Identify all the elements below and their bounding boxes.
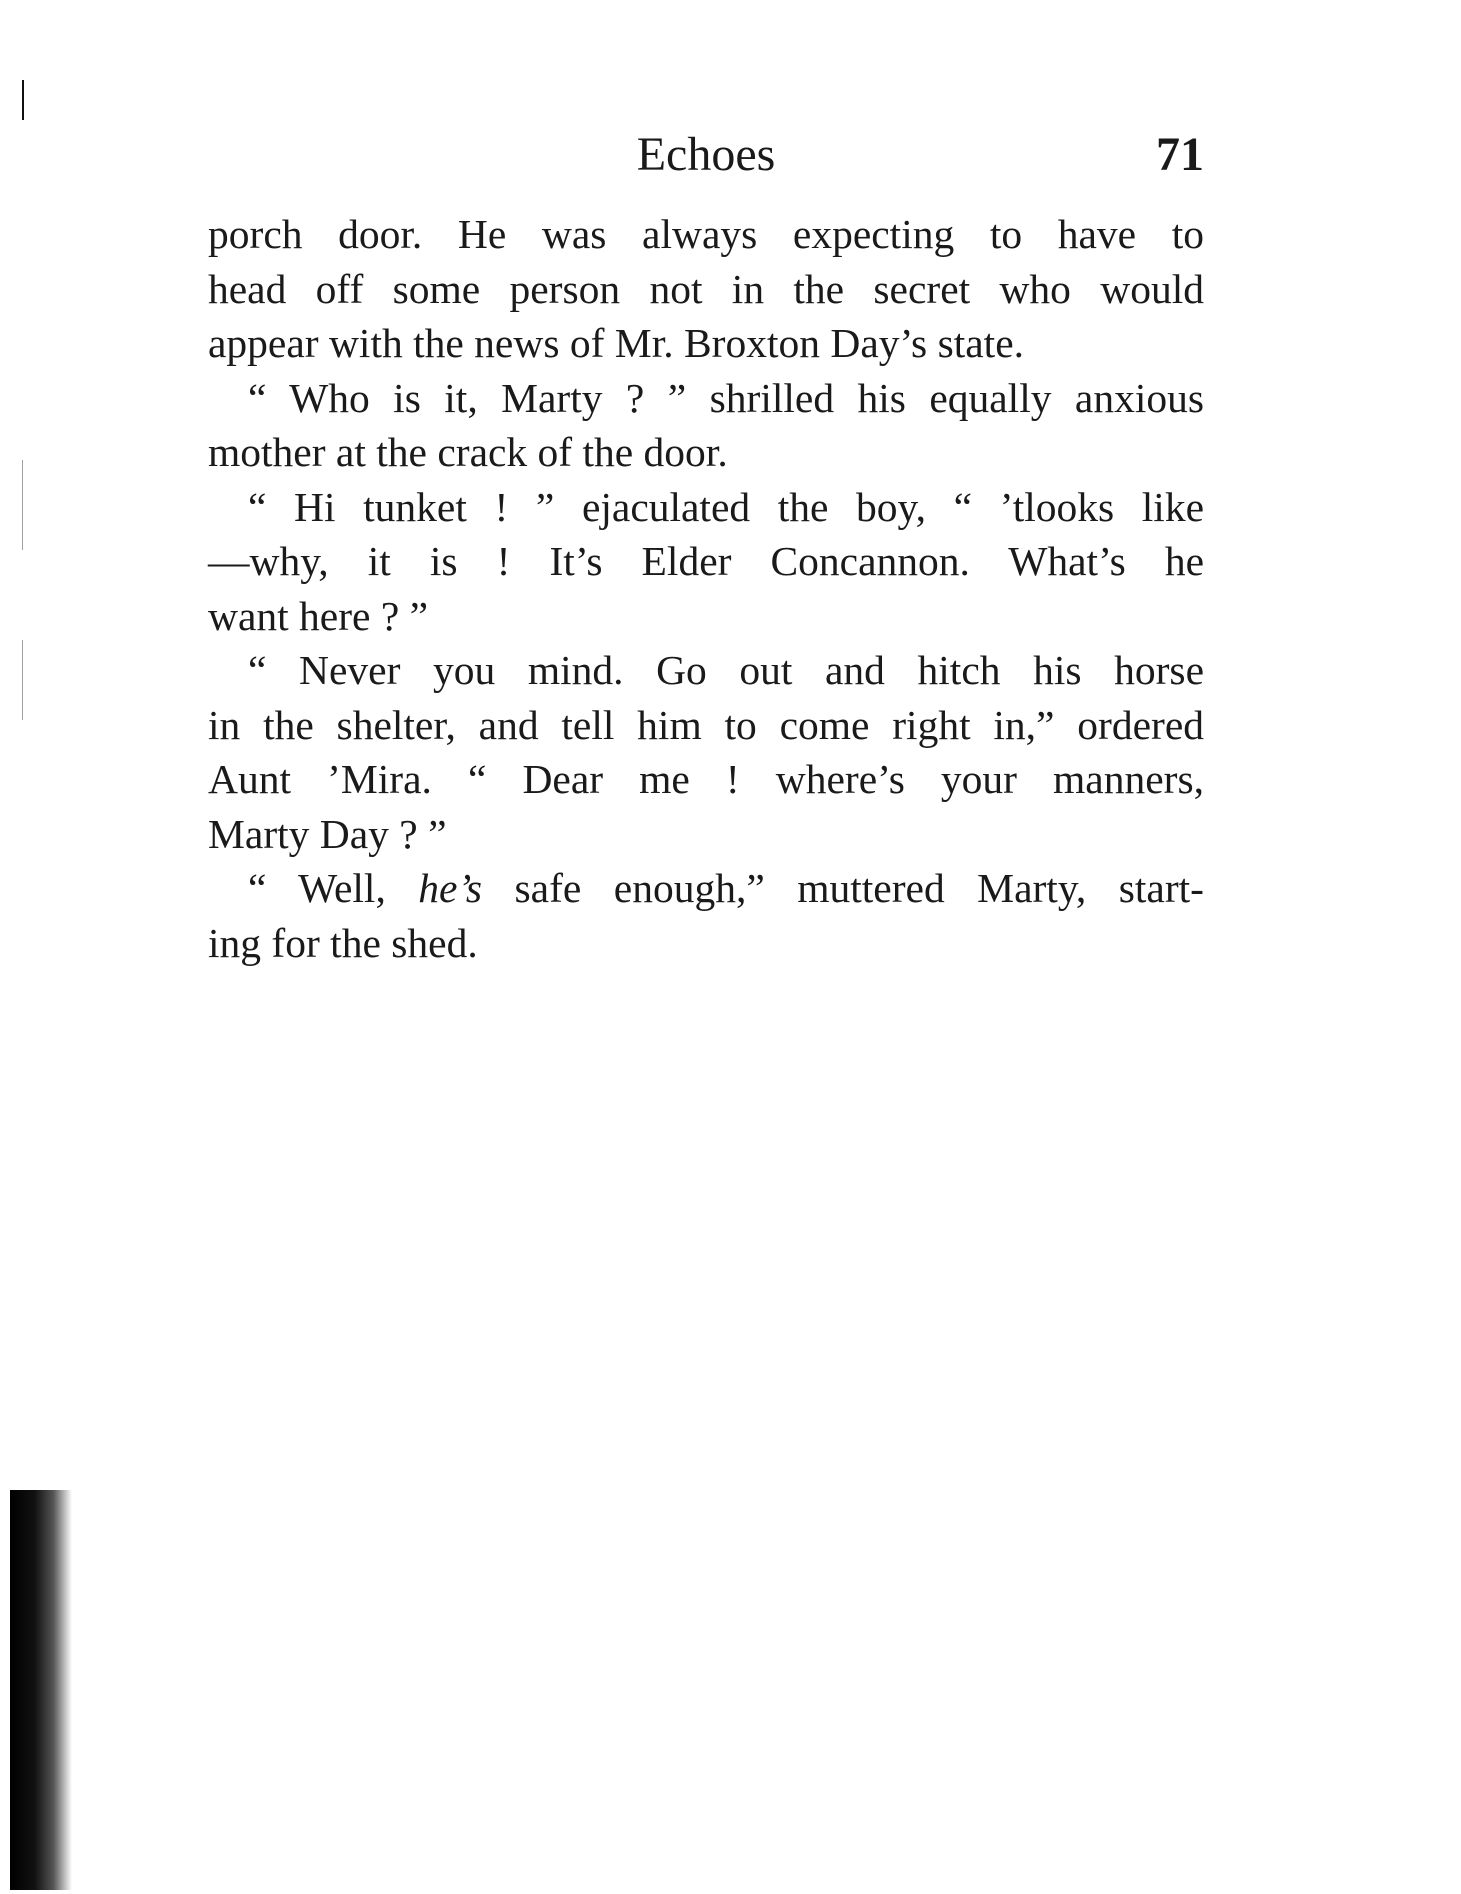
text-line: ing for the shed. — [208, 919, 478, 966]
running-head — [208, 120, 1204, 190]
text-line: Marty Day ? ” — [208, 810, 447, 857]
binding-shadow — [10, 1490, 72, 1890]
scan-mark — [22, 460, 23, 550]
body-text — [208, 207, 1204, 970]
text-line: mother at the crack of the door. — [208, 429, 728, 475]
text-line: in the shelter, and tell him to come right in,” ordered — [208, 701, 1204, 748]
paragraph — [208, 861, 1204, 970]
running-title: Echoes — [636, 128, 776, 181]
text-fragment: “ Well, — [248, 865, 419, 911]
italic-word: he’s — [418, 865, 483, 911]
text-line: —why, it is ! It’s Elder Concannon. What’s he — [208, 538, 1204, 584]
scan-mark — [22, 640, 23, 720]
text-line: Aunt ’Mira. “ Dear me ! where’s your manners, — [208, 756, 1204, 802]
text-line: “ Hi tunket ! ” ejaculated the boy, “ ’tlooks like — [248, 483, 1204, 530]
scan-mark — [22, 80, 24, 120]
text-fragment: safe enough,” muttered Marty, start- — [482, 865, 1204, 911]
text-line: want here ? ” — [208, 592, 429, 639]
text-line: “ Never you mind. Go out and hitch his horse — [248, 647, 1204, 693]
page-number: 71 — [1156, 128, 1204, 181]
text-line: appear with the news of Mr. Broxton Day’s state. — [208, 320, 1024, 366]
text-line: head off some person not in the secret who would — [208, 265, 1204, 312]
paragraph — [208, 207, 1204, 371]
text-line — [208, 861, 1204, 916]
paragraph — [208, 371, 1204, 480]
paragraph — [208, 643, 1204, 861]
paragraph — [208, 480, 1204, 644]
text-line: “ Who is it, Marty ? ” shrilled his equally anxious — [248, 374, 1204, 421]
text-line: porch door. He was always expecting to have to — [208, 211, 1204, 257]
